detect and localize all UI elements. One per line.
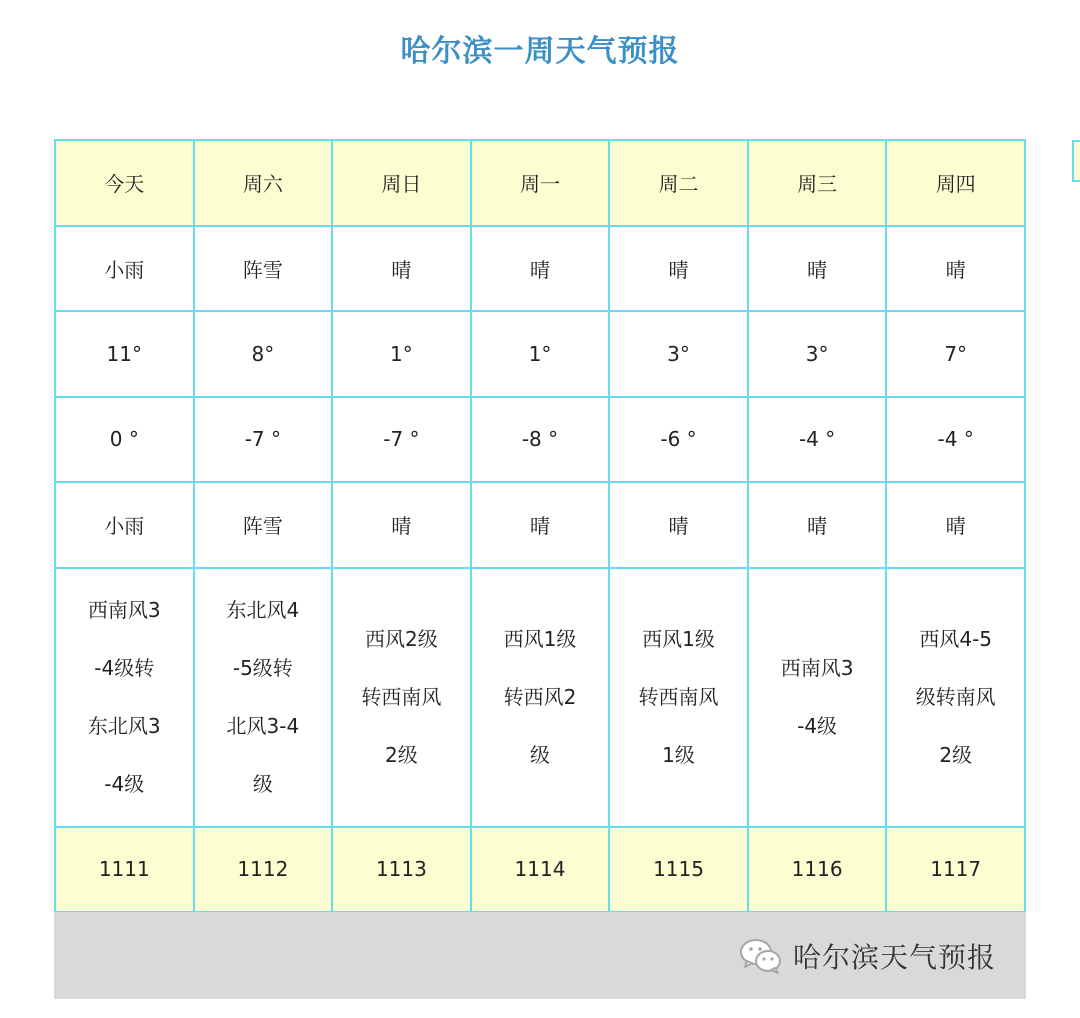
table-row-codes [55, 827, 1025, 913]
page-title: 哈尔滨一周天气预报 [400, 34, 680, 69]
code-cell: 1117 [886, 827, 1025, 913]
day-cell: 周二 [609, 140, 748, 226]
weather-night-cell: 阵雪 [194, 482, 333, 568]
temp-low-cell: -7 ° [194, 397, 333, 483]
temp-low-cell: -6 ° [609, 397, 748, 483]
wind-text: 西风2级 转西南风 2级 [361, 627, 442, 767]
wind-text: 西风4-5 级转南风 2级 [915, 627, 996, 767]
weather-day-cell: 阵雪 [194, 226, 333, 312]
weather-night-cell: 晴 [748, 482, 887, 568]
temp-low-cell: -8 ° [471, 397, 610, 483]
wind-text: 东北风4 -5级转 北风3-4 级 [226, 598, 300, 796]
temp-low-cell: -4 ° [748, 397, 887, 483]
wind-text: 西风1级 转西风2 级 [503, 627, 577, 767]
day-cell: 周三 [748, 140, 887, 226]
weather-day-cell: 晴 [609, 226, 748, 312]
weather-day-cell: 小雨 [55, 226, 194, 312]
table-row-weather-night [55, 482, 1025, 568]
temp-high-cell: 1° [471, 311, 610, 397]
day-cell: 周日 [332, 140, 471, 226]
table-row-wind [55, 568, 1025, 827]
code-cell: 1113 [332, 827, 471, 913]
day-cell: 周四 [886, 140, 1025, 226]
temp-low-cell: -7 ° [332, 397, 471, 483]
day-cell: 周一 [471, 140, 610, 226]
table-row-temp-high [55, 311, 1025, 397]
day-cell: 今天 [55, 140, 194, 226]
wind-cell [471, 568, 610, 827]
wind-cell [748, 568, 887, 827]
temp-low-cell: -4 ° [886, 397, 1025, 483]
temp-low-cell: 0 ° [55, 397, 194, 483]
table-row-weather-day [55, 226, 1025, 312]
weather-night-cell: 小雨 [55, 482, 194, 568]
footer-brand[interactable] [739, 934, 996, 978]
temp-high-cell: 3° [609, 311, 748, 397]
wind-text: 西南风3 -4级转 东北风3 -4级 [87, 598, 161, 796]
wind-cell [194, 568, 333, 827]
wind-cell [55, 568, 194, 827]
day-cell: 周六 [194, 140, 333, 226]
temp-high-cell: 8° [194, 311, 333, 397]
code-cell: 1112 [194, 827, 333, 913]
temp-high-cell: 11° [55, 311, 194, 397]
wind-cell [886, 568, 1025, 827]
weather-day-cell: 晴 [886, 226, 1025, 312]
wind-cell [609, 568, 748, 827]
code-cell: 1111 [55, 827, 194, 913]
temp-high-cell: 1° [332, 311, 471, 397]
temp-high-cell: 7° [886, 311, 1025, 397]
forecast-table [54, 139, 1026, 913]
footer-brand-text: 哈尔滨天气预报 [792, 941, 996, 974]
weather-night-cell: 晴 [332, 482, 471, 568]
weather-day-cell: 晴 [471, 226, 610, 312]
code-cell: 1115 [609, 827, 748, 913]
code-cell: 1116 [748, 827, 887, 913]
wind-cell [332, 568, 471, 827]
weather-day-cell: 晴 [748, 226, 887, 312]
footer-bar [54, 912, 1026, 999]
weather-day-cell: 晴 [332, 226, 471, 312]
weather-night-cell: 晴 [471, 482, 610, 568]
weather-night-cell: 晴 [886, 482, 1025, 568]
code-cell: 1114 [471, 827, 610, 913]
weather-night-cell: 晴 [609, 482, 748, 568]
wind-text: 西风1级 转西南风 1级 [638, 627, 719, 767]
temp-high-cell: 3° [748, 311, 887, 397]
table-row-days [55, 140, 1025, 226]
edge-strip [1072, 140, 1080, 182]
wechat-icon [739, 937, 783, 975]
wind-text: 西南风3 -4级 [780, 656, 854, 738]
table-row-temp-low [55, 397, 1025, 483]
